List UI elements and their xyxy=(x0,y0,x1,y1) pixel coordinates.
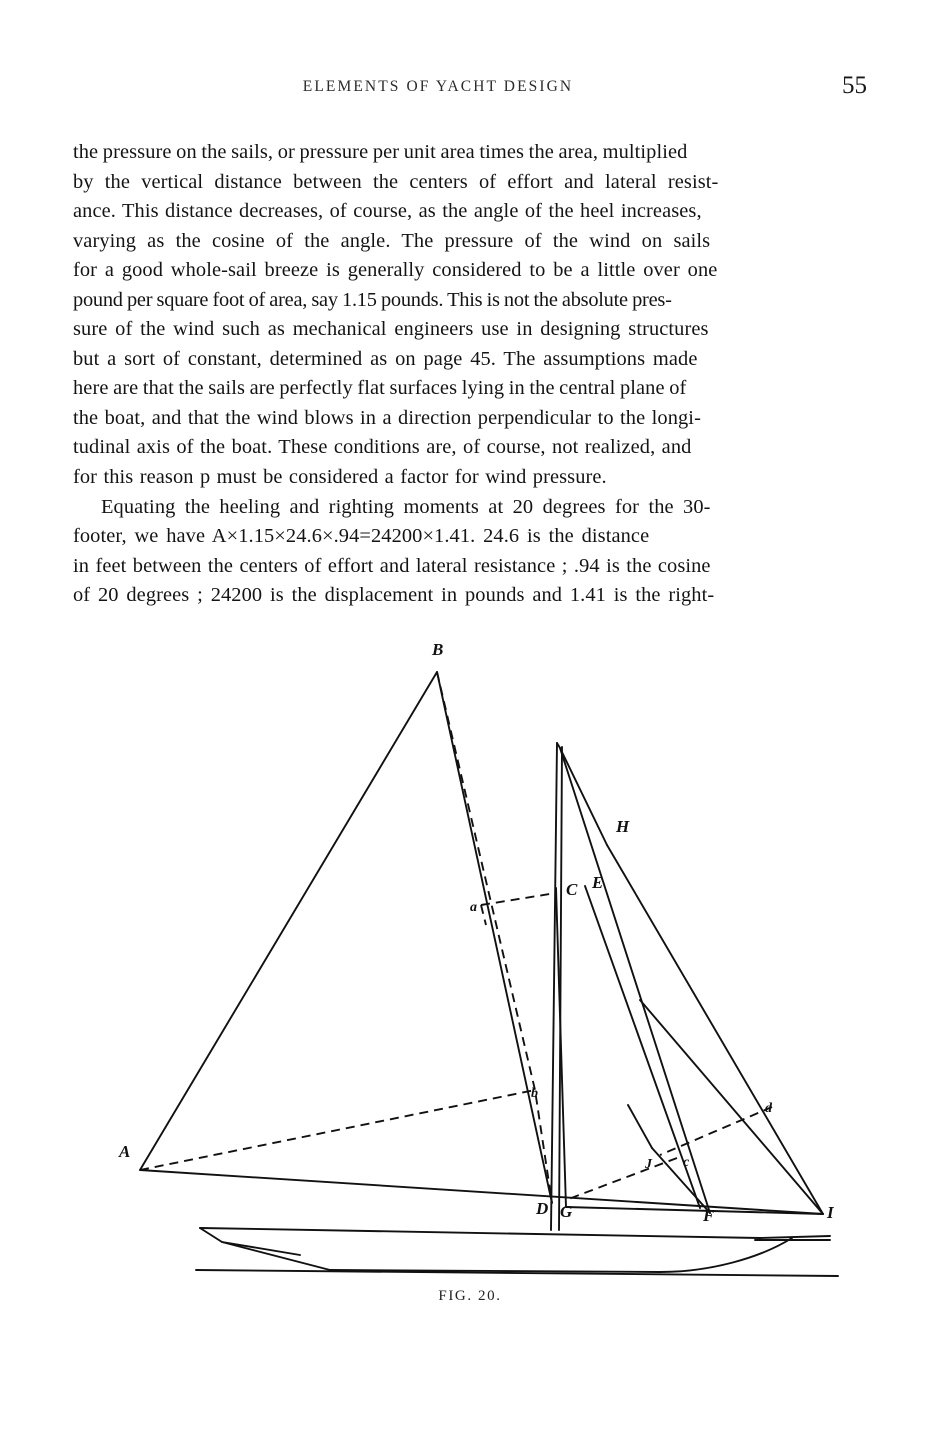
figure-label-B: B xyxy=(432,640,444,659)
figure-label-I: I xyxy=(827,1203,834,1222)
text-line: here are that the sails are perfectly flat surfaces lying in the central plane of xyxy=(73,377,687,400)
dashed-line-c-g xyxy=(566,1158,677,1200)
hull-profile xyxy=(196,1228,838,1276)
text-line: varying as the cosine of the angle. The pressure of the wind on sails xyxy=(73,229,711,252)
figure-label-b: b xyxy=(531,1086,538,1101)
mast-line-aft xyxy=(559,747,562,1230)
text-line: of 20 degrees ; 24200 is the displacement in pounds and 1.41 is the right- xyxy=(73,584,715,607)
hull-counter-line xyxy=(660,1238,792,1272)
text-line: Equating the heeling and righting moments at 20 degrees for the 30- xyxy=(101,495,711,518)
dashed-line-b-masthead xyxy=(437,672,552,1203)
hull-sheer-line xyxy=(200,1228,830,1238)
dashed-line-ab-foot xyxy=(140,1090,535,1170)
figure-label-d: d xyxy=(765,1101,772,1116)
mainsail-leech-line xyxy=(560,748,710,1213)
figure-label-a: a xyxy=(470,900,477,915)
masthead-point xyxy=(557,743,560,748)
auxiliary-line-j-f xyxy=(652,1148,710,1213)
figure-label-H: H xyxy=(616,817,630,836)
figure-label-F: F xyxy=(703,1206,715,1225)
figure-label-C: C xyxy=(566,880,578,899)
text-line: but a sort of constant, determined as on page 45. The assumptions made xyxy=(73,347,698,370)
text-line: pound per square foot of area, say 1.15 pounds. This is not the absolute pres- xyxy=(73,288,672,311)
text-line: by the vertical distance between the centers of effort and lateral resist- xyxy=(73,170,719,193)
text-line: in feet between the centers of effort and lateral resistance ; .94 is the cosine xyxy=(73,554,711,577)
hull-bottom-line xyxy=(222,1242,660,1272)
construction-lines xyxy=(140,672,772,1203)
staysail-leech-line xyxy=(585,886,700,1208)
text-line: the pressure on the sails, or pressure per unit area times the area, multiplied xyxy=(73,141,688,163)
text-line: for this reason p must be considered a factor for wind pressure. xyxy=(73,466,607,489)
figure-label-c: c xyxy=(683,1155,690,1170)
mainsail-head-line xyxy=(560,748,607,845)
jib-luff-line xyxy=(140,672,437,1170)
text-line: footer, we have A×1.15×24.6×.94=24200×1.41. 24.6 is the distance xyxy=(73,525,650,548)
hull-bow-line xyxy=(200,1228,300,1255)
dashed-line-a-c xyxy=(481,893,556,905)
text-line: sure of the wind such as mechanical engineers use in designing structures xyxy=(73,318,709,341)
running-head xyxy=(73,72,867,102)
mast-line xyxy=(551,743,557,1230)
text-line: for a good whole-sail breeze is generally considered to be a little over one xyxy=(73,259,718,282)
page-number: 55 xyxy=(842,72,867,99)
text-line: the boat, and that the wind blows in a direction perpendicular to the longi- xyxy=(73,406,701,429)
figure-label-E: E xyxy=(592,873,604,892)
figure-label-A: A xyxy=(119,1142,131,1161)
text-line: ance. This distance decreases, of course, as the angle of the heel increases, xyxy=(73,200,702,223)
dashed-line-a-b xyxy=(481,905,486,925)
figure-label-J: J xyxy=(645,1157,652,1172)
page-title: ELEMENTS OF YACHT DESIGN xyxy=(302,78,574,95)
figure-label-G: G xyxy=(560,1202,573,1221)
dashed-line-d-c xyxy=(660,1107,772,1155)
jib-foot-line xyxy=(140,1170,823,1214)
jib-leech-line xyxy=(437,672,552,1203)
figure-label-D: D xyxy=(536,1199,549,1218)
staysail-luff-line xyxy=(556,888,566,1207)
auxiliary-line-j-up xyxy=(628,1105,652,1148)
waterline xyxy=(196,1270,838,1276)
text-line: tudinal axis of the boat. These conditions are, of course, not realized, and xyxy=(73,436,692,459)
boom-line xyxy=(566,1207,823,1214)
mainsail-upper-leech-line xyxy=(607,845,823,1214)
body-text xyxy=(73,138,868,611)
jib-topsail-line xyxy=(640,1000,823,1214)
figure-caption: FIG. 20. xyxy=(438,1288,502,1304)
sail-plan-lines xyxy=(140,672,823,1230)
figure-labels xyxy=(118,640,835,1225)
